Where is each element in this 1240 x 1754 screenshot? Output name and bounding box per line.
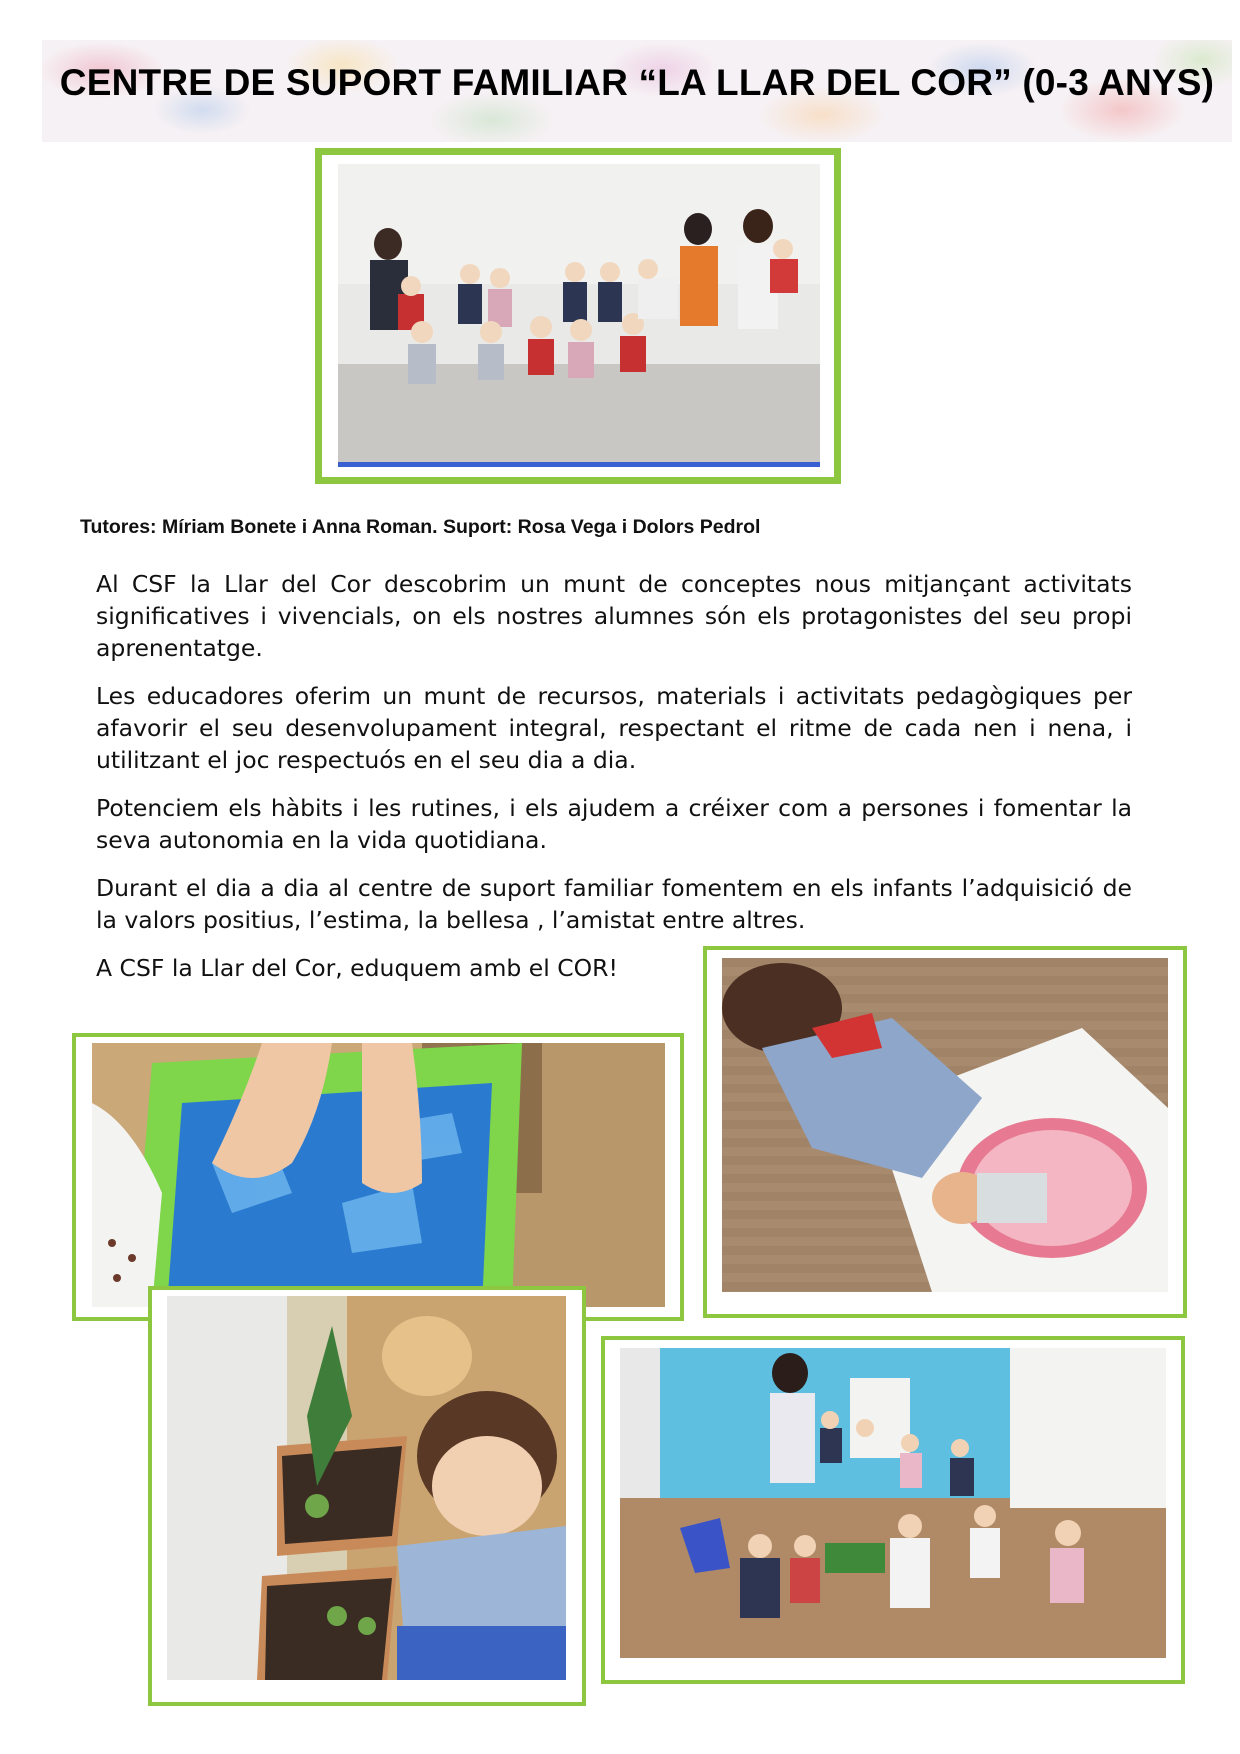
doll-photo	[722, 958, 1168, 1292]
page-title: CENTRE DE SUPORT FAMILIAR “LA LLAR DEL COR” (0-3 ANYS)	[59, 62, 1215, 103]
paragraph-4: Durant el dia a dia al centre de suport familiar fomentem en els infants l’adquisició de la valors positius, l’estima, la bellesa , l’amistat entre altres.	[96, 874, 1132, 934]
body-text	[96, 568, 1132, 984]
paragraph-5: A CSF la Llar del Cor, eduquem amb el COR!	[96, 954, 618, 982]
classroom-photo	[620, 1348, 1166, 1658]
paragraph-1: Al CSF la Llar del Cor descobrim un munt de conceptes nous mitjançant activitats significatives i vivencials, on els nostres alumnes són els protagonistes del seu propi aprenentatge.	[96, 570, 1132, 662]
paragraph-3: Potenciem els hàbits i les rutines, i els ajudem a créixer com a persones i fomentar la seva autonomia en la vida quotidiana.	[96, 794, 1132, 854]
paragraph-2: Les educadores oferim un munt de recursos, materials i activitats pedagògiques per afavorir el seu desenvolupament integral, respectant el ritme de cada nen i nena, i utilitzant el joc respectuós en el seu dia a dia.	[96, 682, 1132, 774]
garden-photo	[167, 1296, 566, 1680]
tutors-caption: Tutores: Míriam Bonete i Anna Roman. Suport: Rosa Vega i Dolors Pedrol	[80, 516, 761, 538]
group-photo	[338, 164, 820, 467]
sensory-photo	[92, 1043, 665, 1307]
